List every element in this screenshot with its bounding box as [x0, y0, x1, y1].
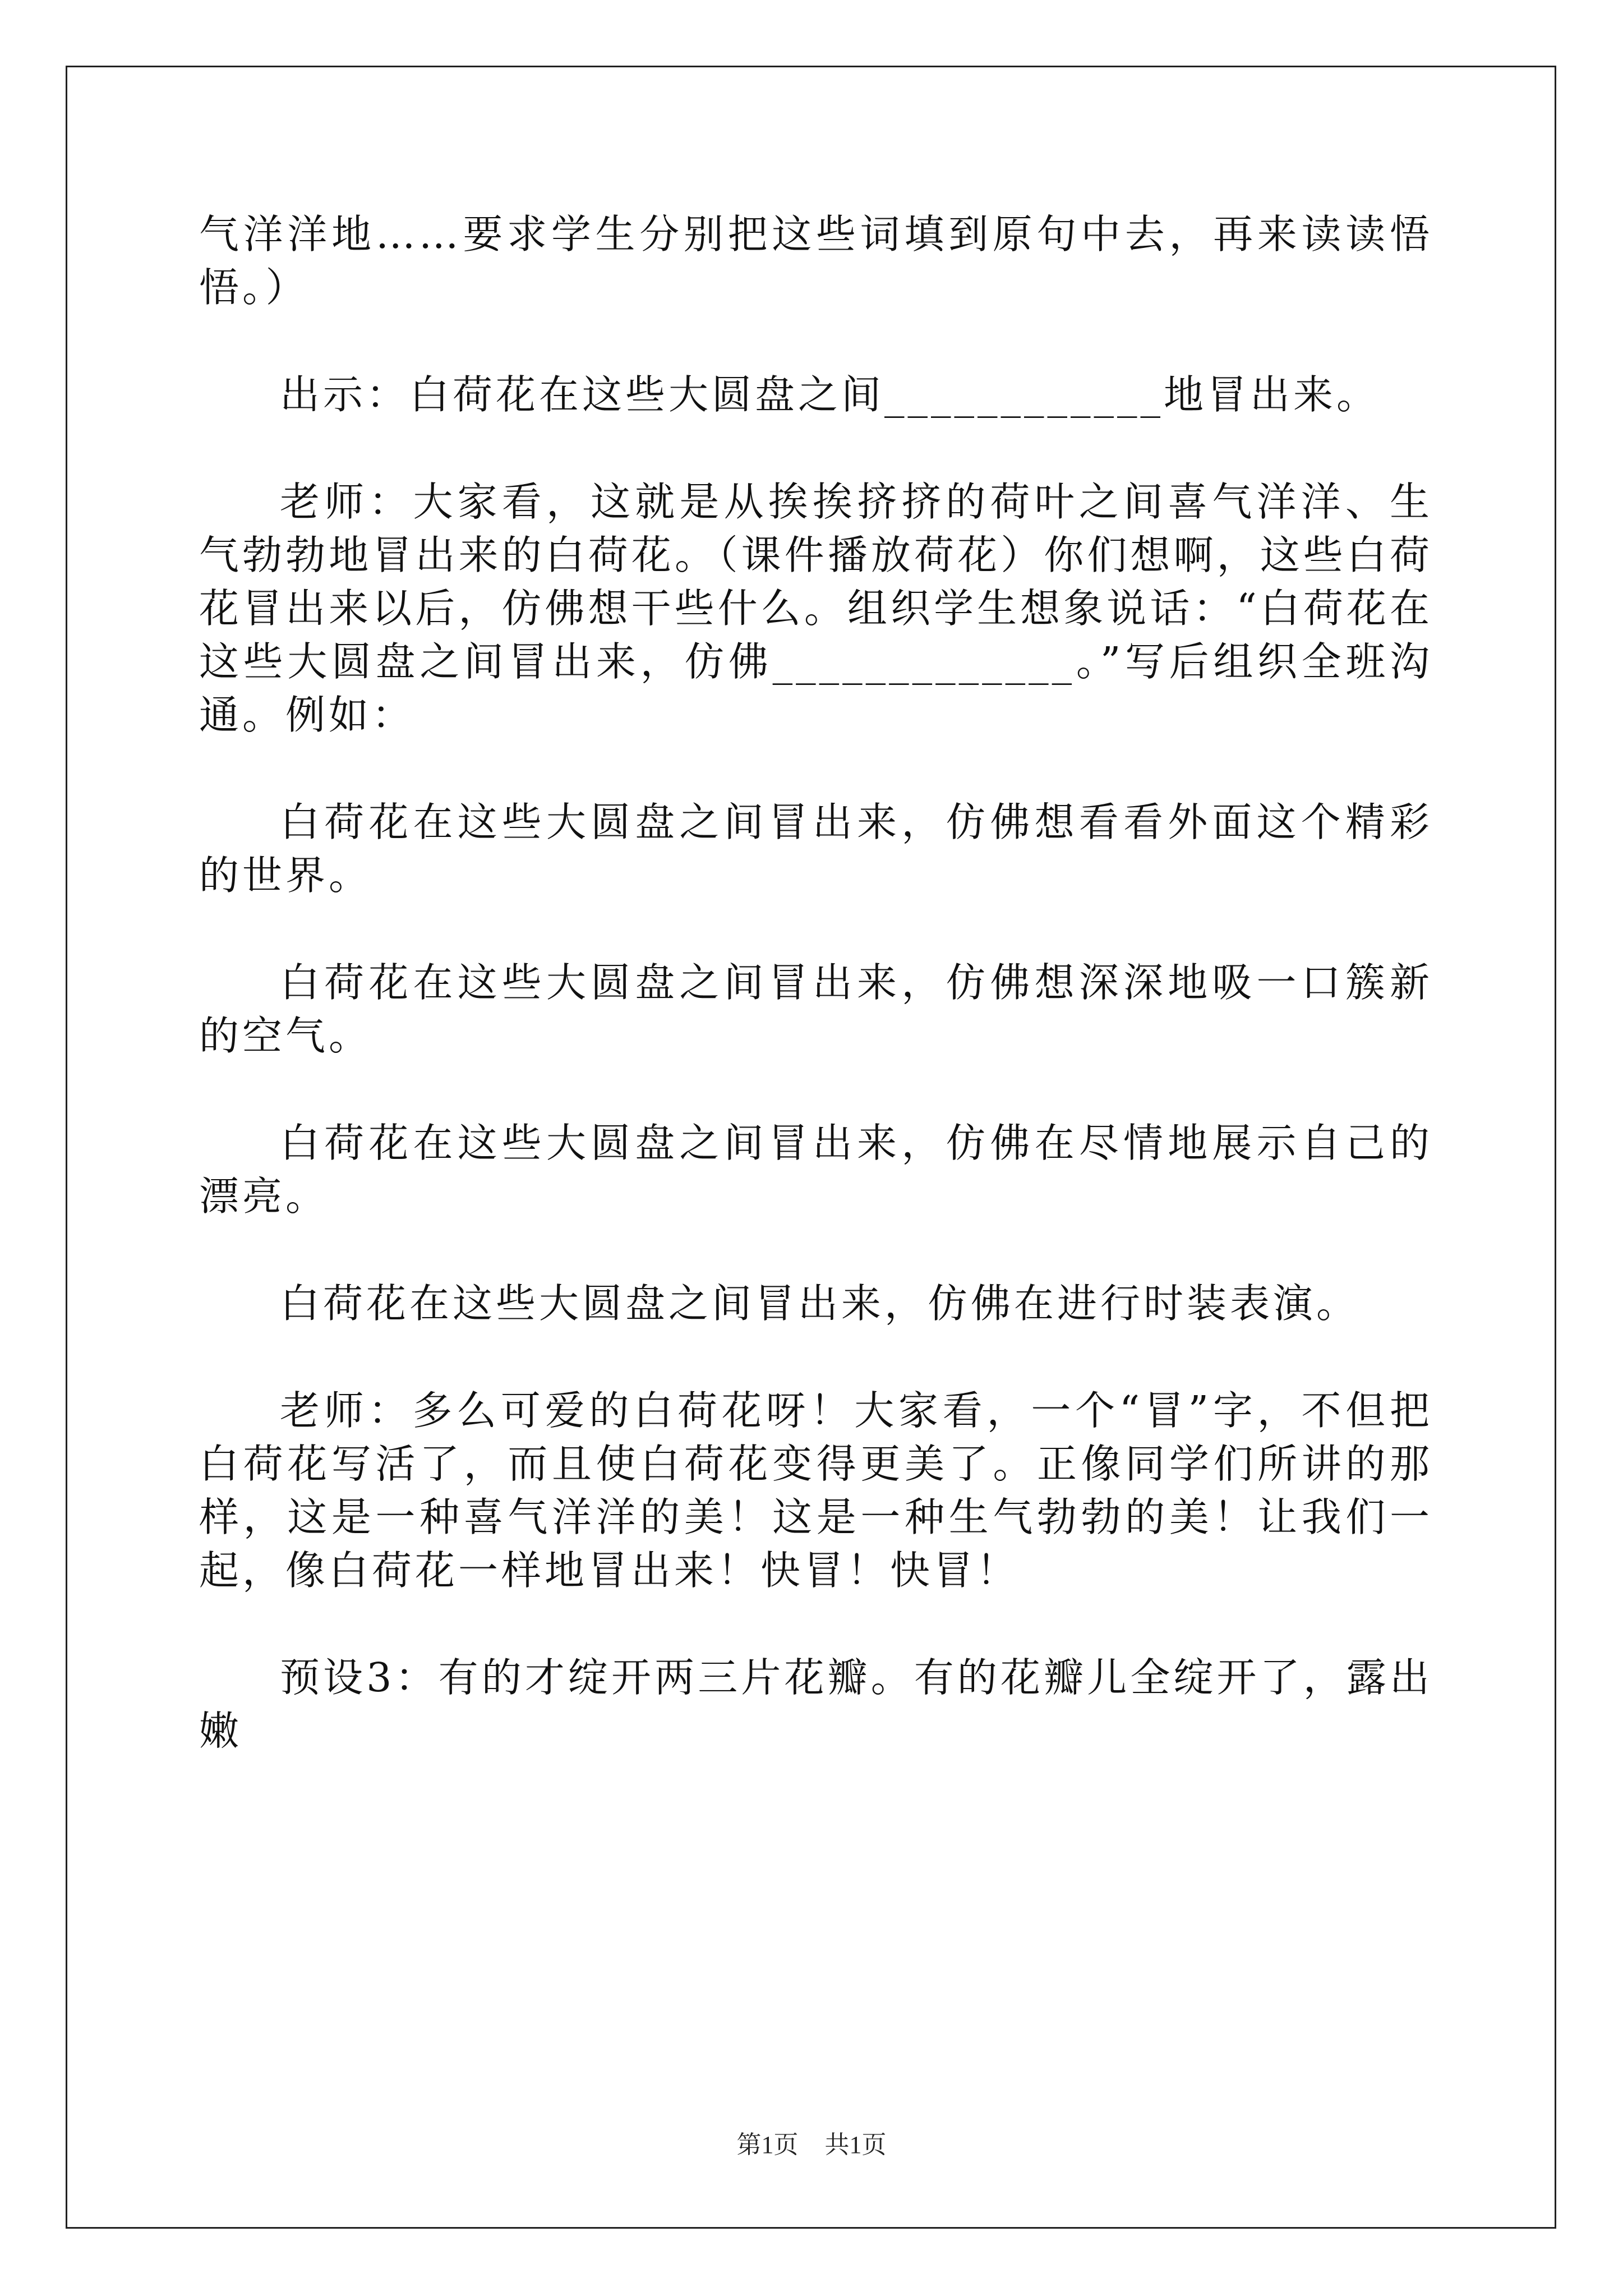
paragraph-9: 预设3：有的才绽开两三片花瓣。有的花瓣儿全绽开了，露出嫩	[199, 1654, 1433, 1754]
document-body	[199, 208, 1433, 1811]
page-total: 共1页	[824, 2131, 887, 2159]
paragraph-1: 气洋洋地……要求学生分别把这些词填到原句中去，再来读读悟悟。）	[199, 211, 1433, 311]
page-footer	[0, 2124, 1623, 2160]
paragraph-3: 老师：大家看，这就是从挨挨挤挤的荷叶之间喜气洋洋、生气勃勃地冒出来的白荷花。（课件播放荷花）你们想啊，这些白荷花冒出来以后，仿佛想干些什么。组织学生想象说话：“白荷花在这些大圆盘之间冒出来，仿佛_____________。”写后组织全班沟通。例如：	[199, 478, 1433, 738]
paragraph-6: 白荷花在这些大圆盘之间冒出来，仿佛在尽情地展示自己的漂亮。	[199, 1120, 1433, 1220]
paragraph-7: 白荷花在这些大圆盘之间冒出来，仿佛在进行时装表演。	[280, 1280, 1360, 1327]
paragraph-8: 老师：多么可爱的白荷花呀！大家看，一个“冒”字，不但把白荷花写活了，而且使白荷花变得更美了。正像同学们所讲的那样，这是一种喜气洋洋的美！这是一种生气勃勃的美！让我们一起，像白荷花一样地冒出来！快冒！快冒！	[199, 1387, 1433, 1594]
paragraph-5: 白荷花在这些大圆盘之间冒出来，仿佛想深深地吸一口簇新的空气。	[199, 959, 1433, 1059]
page-number: 第1页	[736, 2131, 799, 2159]
paragraph-2: 出示：白荷花在这些大圆盘之间____________地冒出来。	[280, 371, 1380, 418]
paragraph-4: 白荷花在这些大圆盘之间冒出来，仿佛想看看外面这个精彩的世界。	[199, 799, 1433, 899]
